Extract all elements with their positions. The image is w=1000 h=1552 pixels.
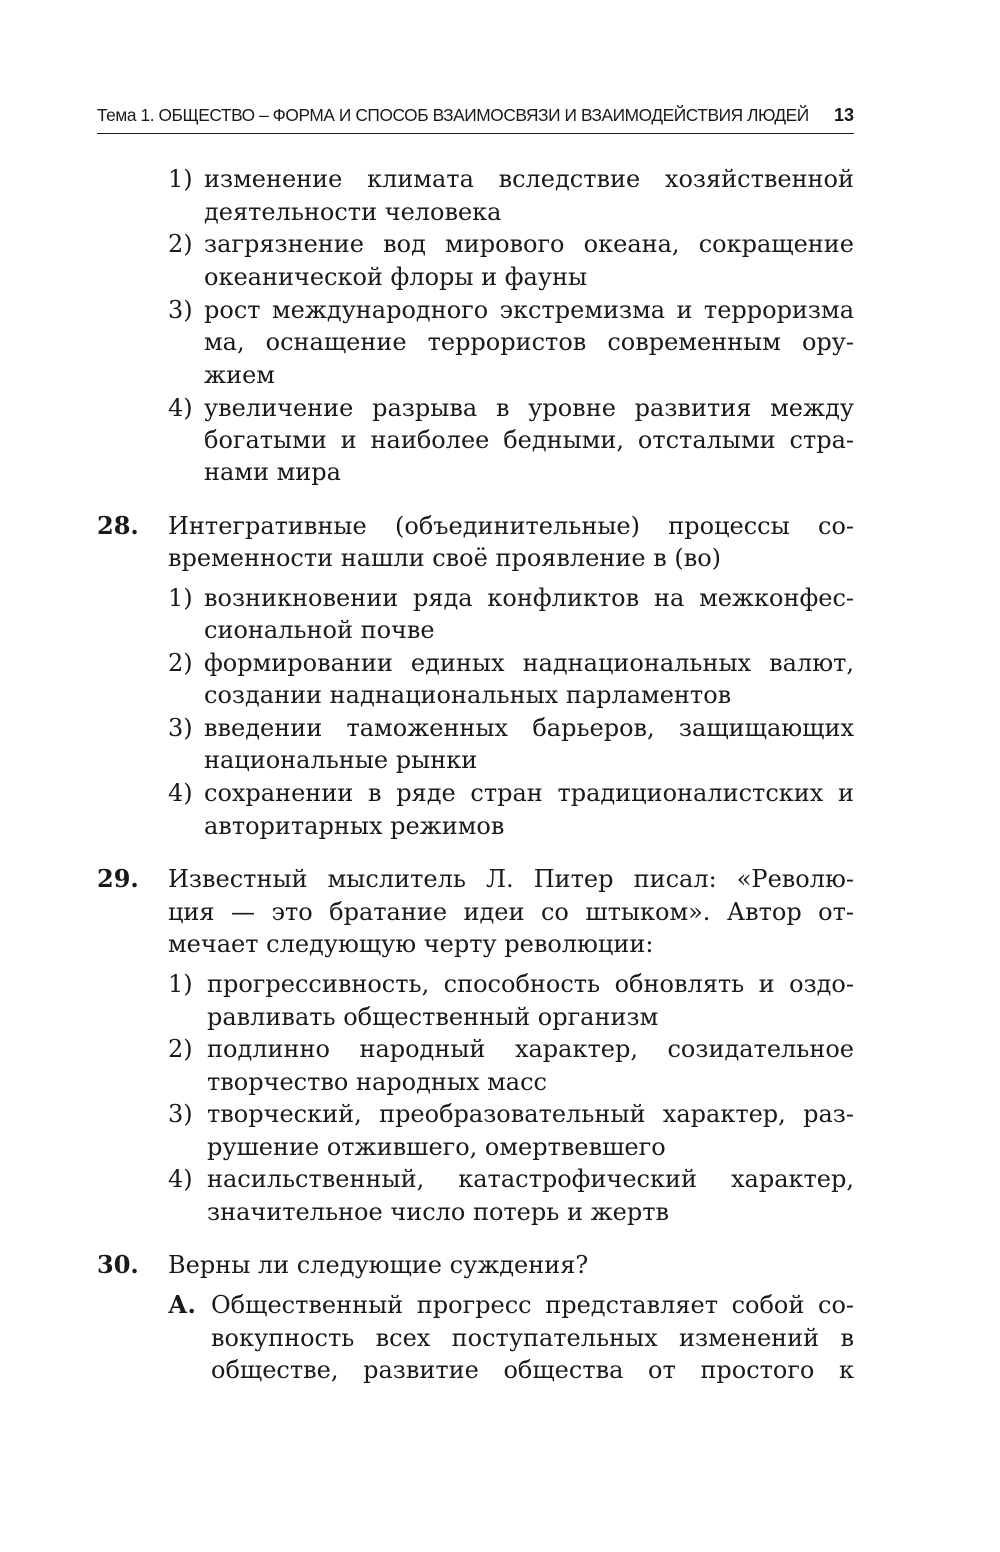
q29-option-3-line-2: рушение отжившего, омертвевшего bbox=[207, 1133, 666, 1161]
q30-statement-a-marker: А. bbox=[168, 1290, 196, 1319]
q28-option-4-marker: 4) bbox=[168, 779, 193, 807]
q28-text-line-1: Интегративные (объединительные) процессы со- bbox=[168, 512, 854, 540]
q28-option-3-line-1: введении таможенных барьеров, защищающих bbox=[204, 714, 854, 742]
q30-statement-a-line-3: обществе, развитие общества от простого к bbox=[211, 1356, 854, 1384]
q27-option-3-line-2: ма, оснащение террористов современным ору- bbox=[204, 328, 854, 356]
q29-number: 29. bbox=[97, 864, 139, 893]
page-number: 13 bbox=[833, 105, 854, 125]
q27-option-4-marker: 4) bbox=[168, 394, 193, 422]
q29-option-2-line-2: творчество народных масс bbox=[207, 1068, 547, 1096]
q27-option-4-line-2: богатыми и наиболее бедными, отсталыми стра- bbox=[204, 426, 854, 454]
q28-option-1-line-2: сиональной почве bbox=[204, 616, 435, 644]
q28-option-2-marker: 2) bbox=[168, 649, 193, 677]
q27-option-4-line-3: нами мира bbox=[204, 458, 341, 486]
q29-option-1-line-1: прогрессивность, способность обновлять и оздо- bbox=[207, 970, 854, 998]
q28-option-3-line-2: национальные рынки bbox=[204, 746, 478, 774]
q27-option-3-line-1: рост международного экстремизма и терроризма bbox=[204, 296, 854, 324]
header-title: Тема 1. ОБЩЕСТВО – ФОРМА И СПОСОБ ВЗАИМОСВЯЗИ И ВЗАИМОДЕЙСТВИЯ ЛЮДЕЙ bbox=[97, 105, 809, 125]
q27-option-2-line-1: загрязнение вод мирового океана, сокращение bbox=[204, 230, 854, 258]
q28-option-4-line-2: авторитарных режимов bbox=[204, 812, 505, 840]
q27-option-3-marker: 3) bbox=[168, 296, 193, 324]
q27-option-4-line-1: увеличение разрыва в уровне развития между bbox=[204, 394, 854, 422]
q29-option-4-marker: 4) bbox=[168, 1165, 193, 1193]
q28-option-4-line-1: сохранении в ряде стран традиционалистских и bbox=[204, 779, 854, 807]
q28-option-2-line-2: создании наднациональных парламентов bbox=[204, 681, 732, 709]
running-header bbox=[97, 103, 854, 134]
q27-option-2-line-2: океанической флоры и фауны bbox=[204, 263, 588, 291]
q27-option-1-line-1: изменение климата вследствие хозяйственной bbox=[204, 165, 854, 193]
q29-option-3-line-1: творческий, преобразовательный характер, раз- bbox=[207, 1100, 854, 1128]
q30-statement-a-line-2: вокупность всех поступательных изменений в bbox=[211, 1324, 854, 1352]
q29-option-1-line-2: равливать общественный организм bbox=[207, 1003, 659, 1031]
q28-option-3-marker: 3) bbox=[168, 714, 193, 742]
q28-option-2-line-1: формировании единых наднациональных валют, bbox=[204, 649, 854, 677]
q29-text-line-1: Известный мыслитель Л. Питер писал: «Револю- bbox=[168, 865, 854, 893]
q29-option-4-line-2: значительное число потерь и жертв bbox=[207, 1198, 669, 1226]
q28-option-1-marker: 1) bbox=[168, 584, 193, 612]
q29-option-3-marker: 3) bbox=[168, 1100, 193, 1128]
q29-option-4-line-1: насильственный, катастрофический характер, bbox=[207, 1165, 854, 1193]
q29-option-2-line-1: подлинно народный характер, созидательное bbox=[207, 1035, 854, 1063]
q29-text-line-2: ция — это братание идеи со штыком». Автор от- bbox=[168, 898, 854, 926]
q30-number: 30. bbox=[97, 1250, 139, 1279]
q27-option-1-line-2: деятельности человека bbox=[204, 198, 502, 226]
q30-text-line-1: Верны ли следующие суждения? bbox=[168, 1251, 589, 1279]
q29-text-line-3: мечает следующую черту революции: bbox=[168, 930, 654, 958]
q27-option-1-marker: 1) bbox=[168, 165, 193, 193]
q27-option-3-line-3: жием bbox=[204, 361, 275, 389]
q30-statement-a-line-1: Общественный прогресс представляет собой со- bbox=[211, 1291, 854, 1319]
q29-option-2-marker: 2) bbox=[168, 1035, 193, 1063]
q28-text-line-2: временности нашли своё проявление в (во) bbox=[168, 544, 722, 572]
q28-number: 28. bbox=[97, 511, 139, 540]
q27-option-2-marker: 2) bbox=[168, 230, 193, 258]
q29-option-1-marker: 1) bbox=[168, 970, 193, 998]
q28-option-1-line-1: возникновении ряда конфликтов на межконфес- bbox=[204, 584, 854, 612]
